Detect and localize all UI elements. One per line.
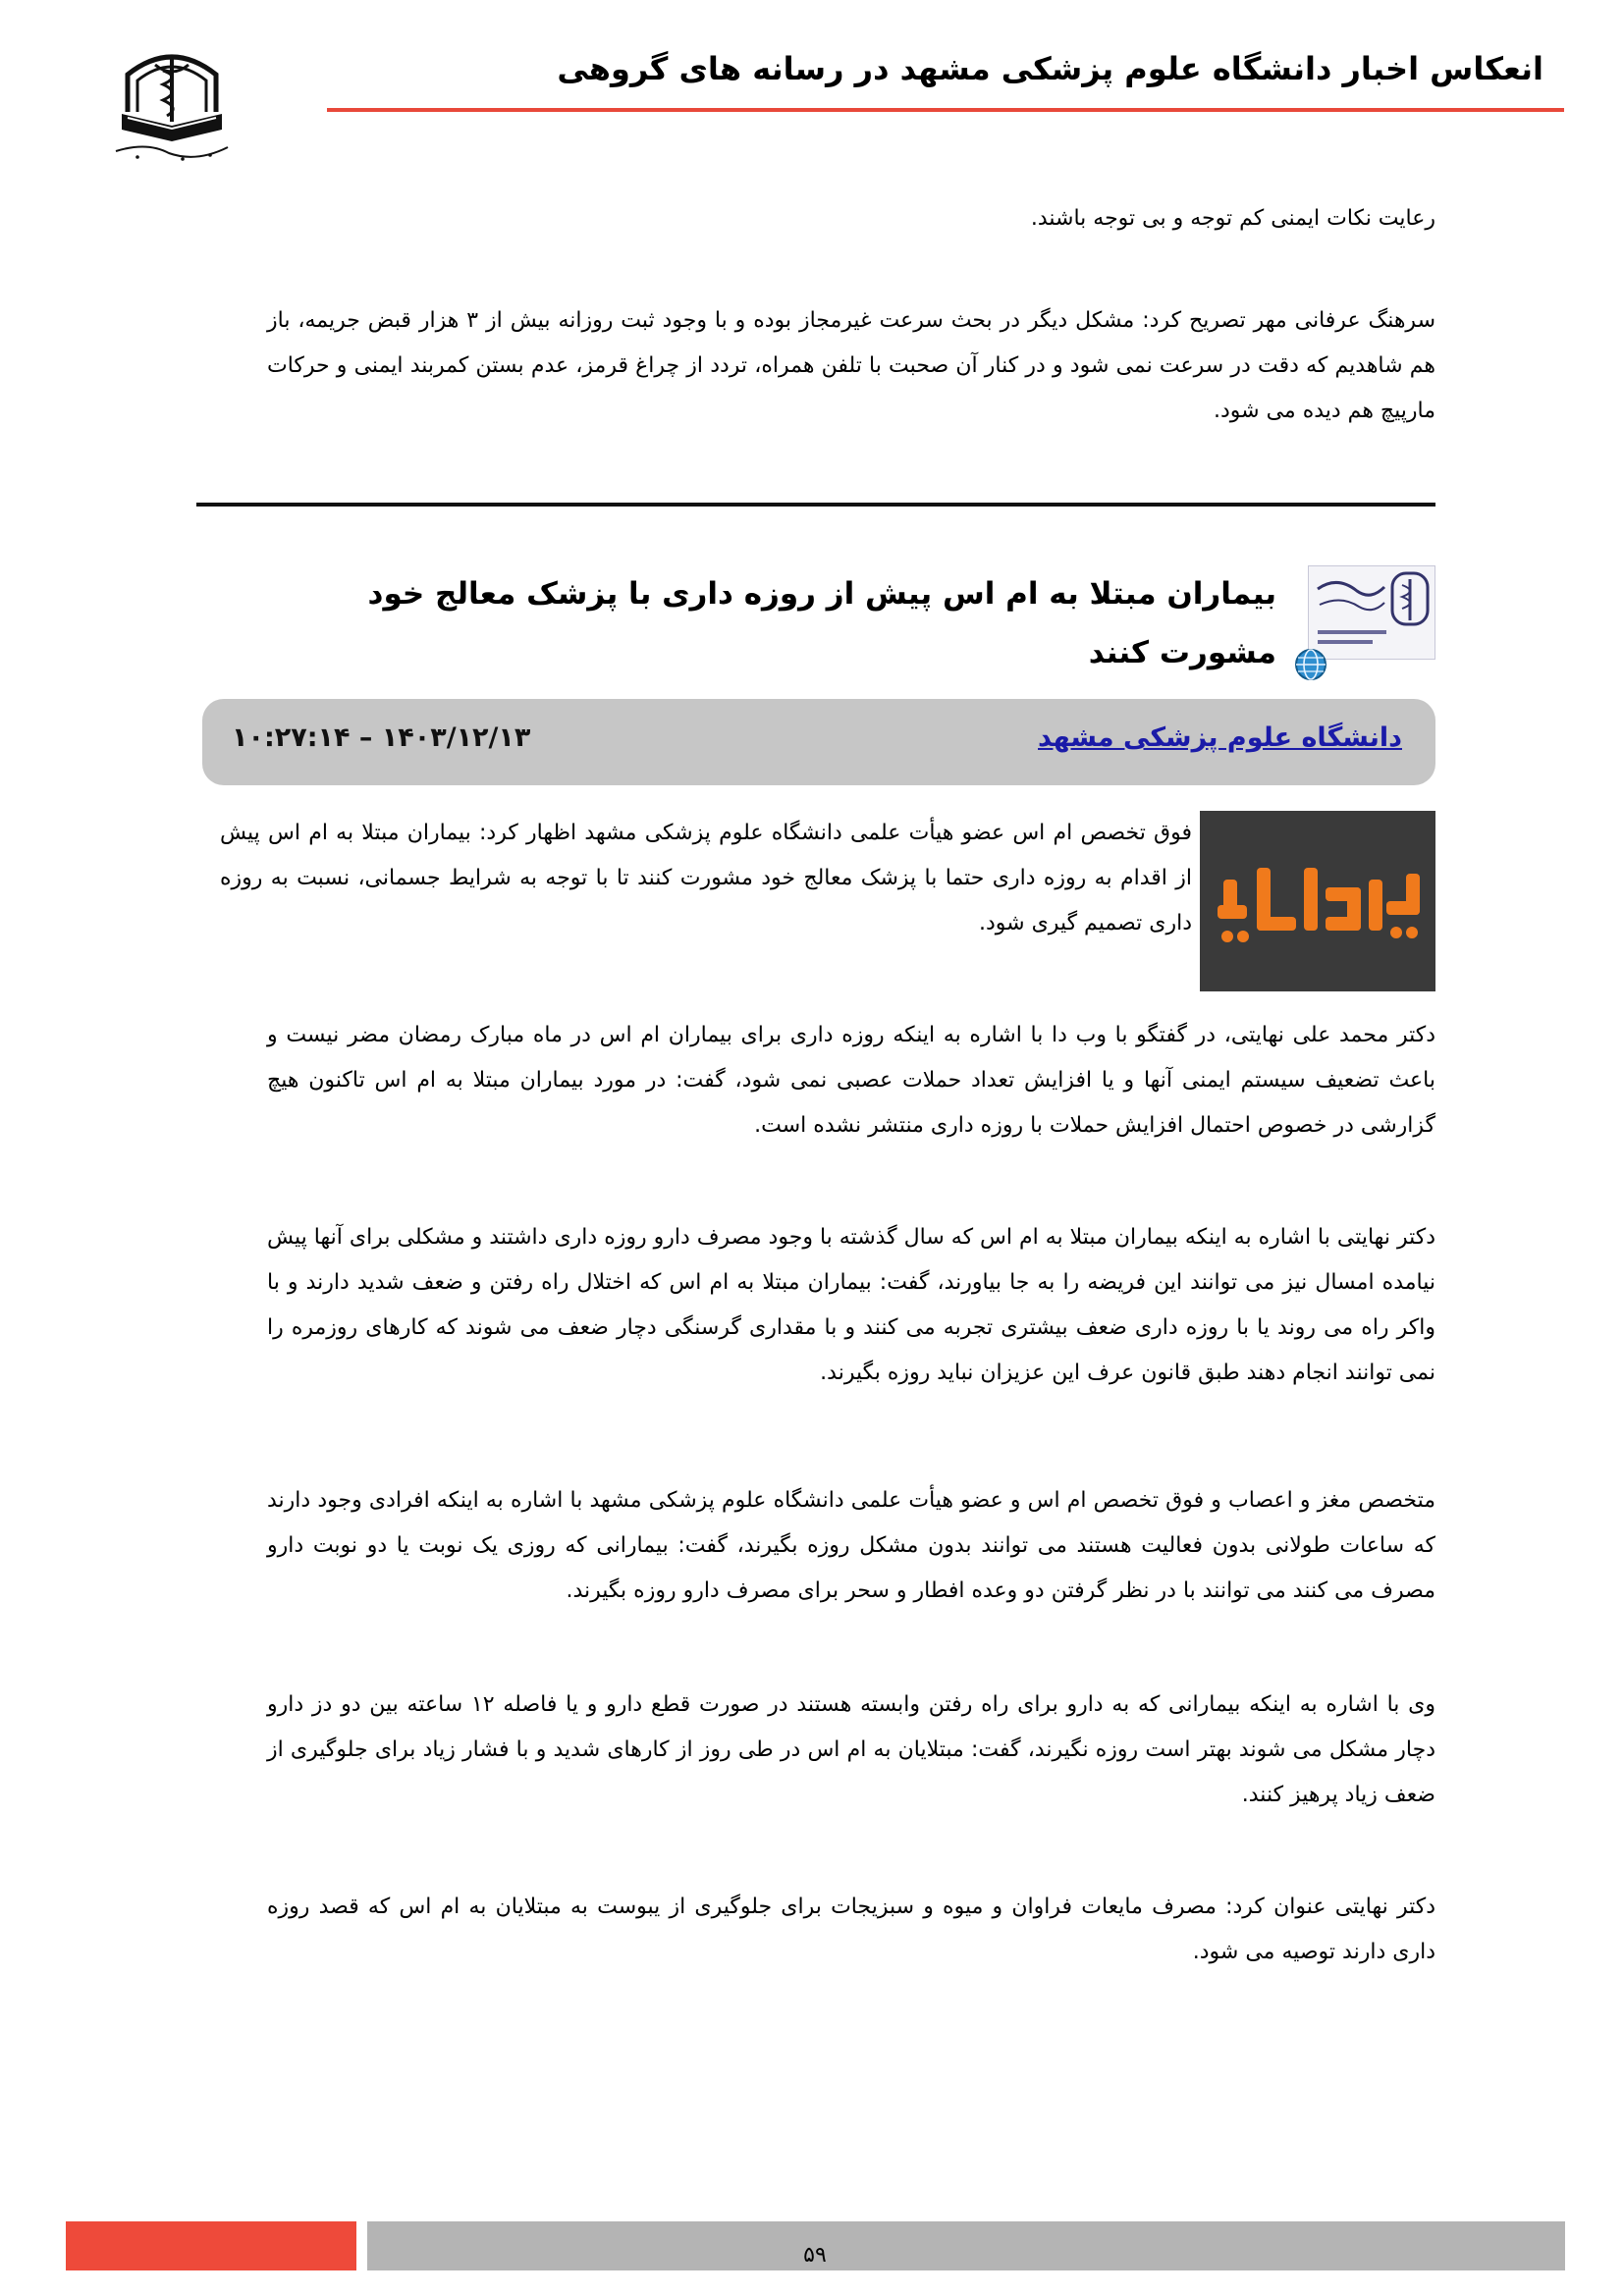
- article-lead: فوق تخصص ام اس عضو هیأت علمی دانشگاه علوم پزشکی مشهد اظهار کرد: بیماران مبتلا به ام اس پیش از اقدام به روزه داری حتما با پزشک معالج خود مشورت کنند تا با توجه به شرایط جسمانی، نسبت به روزه داری تصمیم گیری شود.: [220, 821, 1192, 935]
- page-number: ۵۹: [803, 2243, 827, 2268]
- paragraph: دکتر محمد علی نهایتی، در گفتگو با وب دا با اشاره به اینکه روزه داری برای بیماران ام اس در ماه مبارک رمضان مضر نیست و باعث تضعیف سیستم ایمنی آنها و یا افزایش تعداد حملات عصبی نمی شود، گفت: در مورد بیماران مبتلا به ام اس تاکنون هیچ گزارشی در خصوص احتمال افزایش حملات با روزه داری منتشر نشده است.: [267, 1023, 1435, 1138]
- news-agency-logo-icon: [1200, 811, 1435, 991]
- source-bar: [202, 699, 1435, 785]
- header-title: انعکاس اخبار دانشگاه علوم پزشکی مشهد در رسانه های گروهی: [557, 50, 1543, 87]
- header-rule: [327, 108, 1564, 112]
- paragraph: وی با اشاره به اینکه بیمارانی که به دارو برای راه رفتن وابسته هستند در صورت قطع دارو و یا فاصله ۱۲ ساعته بین دو دز دارو دچار مشکل می شوند بهتر است روزه نگیرند، گفت: مبتلایان به ام اس در طی روز از کارهای شدید و با فشار زیاد برای جلوگیری از ضعف زیاد پرهیز کنند.: [267, 1692, 1436, 1807]
- paragraph: متخصص مغز و اعصاب و فوق تخصص ام اس و عضو هیأت علمی دانشگاه علوم پزشکی مشهد با اشاره به اینکه افرادی وجود دارند که ساعات طولانی بدون فعالیت هستند می توانند بدون مشکل روزه بگیرند، گفت: بیمارانی که روزی یک نوبت یا دو نوبت دارو مصرف می کنند می توانند با در نظر گرفتن دو وعده افطار و سحر برای مصرف دارو روزه بگیرند.: [267, 1488, 1435, 1603]
- paragraph: دکتر نهایتی با اشاره به اینکه بیماران مبتلا به ام اس که سال گذشته با وجود مصرف دارو روزه داری داشتند و مشکلی برای آنها پیش نیامده امسال نیز می توانند این فریضه را به جا بیاورند، گفت: بیماران مبتلا به ام اس که اختلال راه رفتن و ضعف شدید دارند و با واکر راه می روند یا با روزه داری ضعف بیشتری تجربه می کنند و با مقداری گرسنگی دچار ضعف می شوند که کارهای روزمره را نمی توانند انجام دهند طبق قانون عرف این عزیزان نباید روزه بگیرند.: [267, 1225, 1435, 1385]
- globe-icon: [1294, 648, 1327, 681]
- section-divider: [196, 503, 1435, 507]
- source-link[interactable]: دانشگاه علوم پزشکی مشهد: [1038, 722, 1402, 753]
- article-datetime: ۱۴۰۳/۱۲/۱۳ – ۱۰:۲۷:۱۴: [232, 722, 531, 753]
- article-headline: بیماران مبتلا به ام اس پیش از روزه داری با پزشک معالج خود مشورت کنند: [367, 576, 1276, 670]
- university-emblem-icon: [108, 35, 236, 163]
- paragraph: دکتر نهایتی عنوان کرد: مصرف مایعات فراوان و میوه و سبزیجات برای جلوگیری از یبوست به مبتلایان به ام اس که قصد روزه داری دارند توصیه می شود.: [267, 1895, 1435, 1964]
- university-logo-icon: [1308, 565, 1435, 660]
- paragraph: رعایت نکات ایمنی کم توجه و بی توجه باشند.: [1030, 206, 1435, 231]
- footer-bar: [367, 2221, 1565, 2270]
- footer-accent-bar: [66, 2221, 356, 2270]
- paragraph: سرهنگ عرفانی مهر تصریح کرد: مشکل دیگر در بحث سرعت غیرمجاز بوده و با وجود ثبت روزانه بیش از ۳ هزار قبض جریمه، باز هم شاهدیم که دقت در سرعت نمی شود و در کنار آن صحبت با تلفن همراه، تردد از چراغ قرمز، عدم بستن کمربند ایمنی و حرکات مارپیچ هم دیده می شود.: [267, 308, 1436, 423]
